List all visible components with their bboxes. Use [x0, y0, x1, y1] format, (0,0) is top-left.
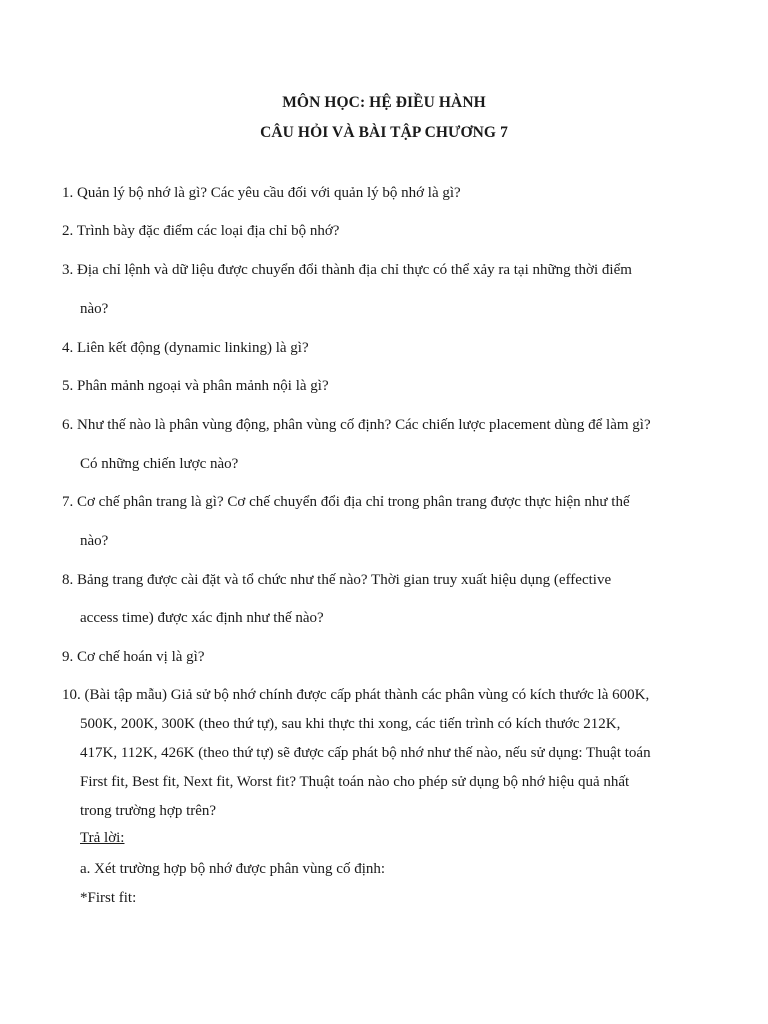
question-10-line-3: 417K, 112K, 426K (theo thứ tự) sẽ được cấp phát bộ nhớ như thế nào, nếu sử dụng: Thuật toán — [80, 745, 651, 761]
question-7-continued: nào? — [80, 533, 109, 549]
question-6-continued: Có những chiến lược nào? — [80, 456, 239, 472]
question-3-continued: nào? — [80, 301, 109, 317]
answer-case-a: a. Xét trường hợp bộ nhớ được phân vùng cố định: — [80, 861, 386, 877]
question-8-continued: access time) được xác định như thế nào? — [80, 610, 324, 626]
question-7: 7. Cơ chế phân trang là gì? Cơ chế chuyển đổi địa chỉ trong phân trang được thực hiện như thế — [62, 494, 630, 510]
question-1: 1. Quản lý bộ nhớ là gì? Các yêu cầu đối với quản lý bộ nhớ là gì? — [62, 185, 461, 201]
question-10-line-5: trong trường hợp trên? — [80, 803, 217, 819]
answer-first-fit: *First fit: — [80, 890, 137, 906]
question-6: 6. Như thế nào là phân vùng động, phân vùng cố định? Các chiến lược placement dùng để làm gì? — [62, 417, 651, 433]
answer-label: Trả lời: — [80, 830, 125, 846]
course-title: MÔN HỌC: HỆ ĐIỀU HÀNH — [282, 94, 486, 111]
question-2: 2. Trình bày đặc điểm các loại địa chỉ bộ nhớ? — [62, 223, 340, 239]
question-8: 8. Bảng trang được cài đặt và tổ chức như thế nào? Thời gian truy xuất hiệu dụng (effective — [62, 572, 612, 588]
question-4: 4. Liên kết động (dynamic linking) là gì? — [62, 340, 309, 356]
question-9: 9. Cơ chế hoán vị là gì? — [62, 649, 205, 665]
question-10: 10. (Bài tập mẫu) Giả sử bộ nhớ chính được cấp phát thành các phân vùng có kích thước là 600K, — [62, 687, 650, 703]
chapter-title: CÂU HỎI VÀ BÀI TẬP CHƯƠNG 7 — [260, 124, 508, 141]
question-3: 3. Địa chỉ lệnh và dữ liệu được chuyển đổi thành địa chỉ thực có thể xảy ra tại những thời điểm — [62, 262, 632, 278]
question-10-line-4: First fit, Best fit, Next fit, Worst fit? Thuật toán nào cho phép sử dụng bộ nhớ hiệu quả nhất — [80, 774, 630, 790]
question-10-line-2: 500K, 200K, 300K (theo thứ tự), sau khi thực thi xong, các tiến trình có kích thước 212K, — [80, 716, 621, 732]
question-5: 5. Phân mảnh ngoại và phân mảnh nội là gì? — [62, 378, 329, 394]
